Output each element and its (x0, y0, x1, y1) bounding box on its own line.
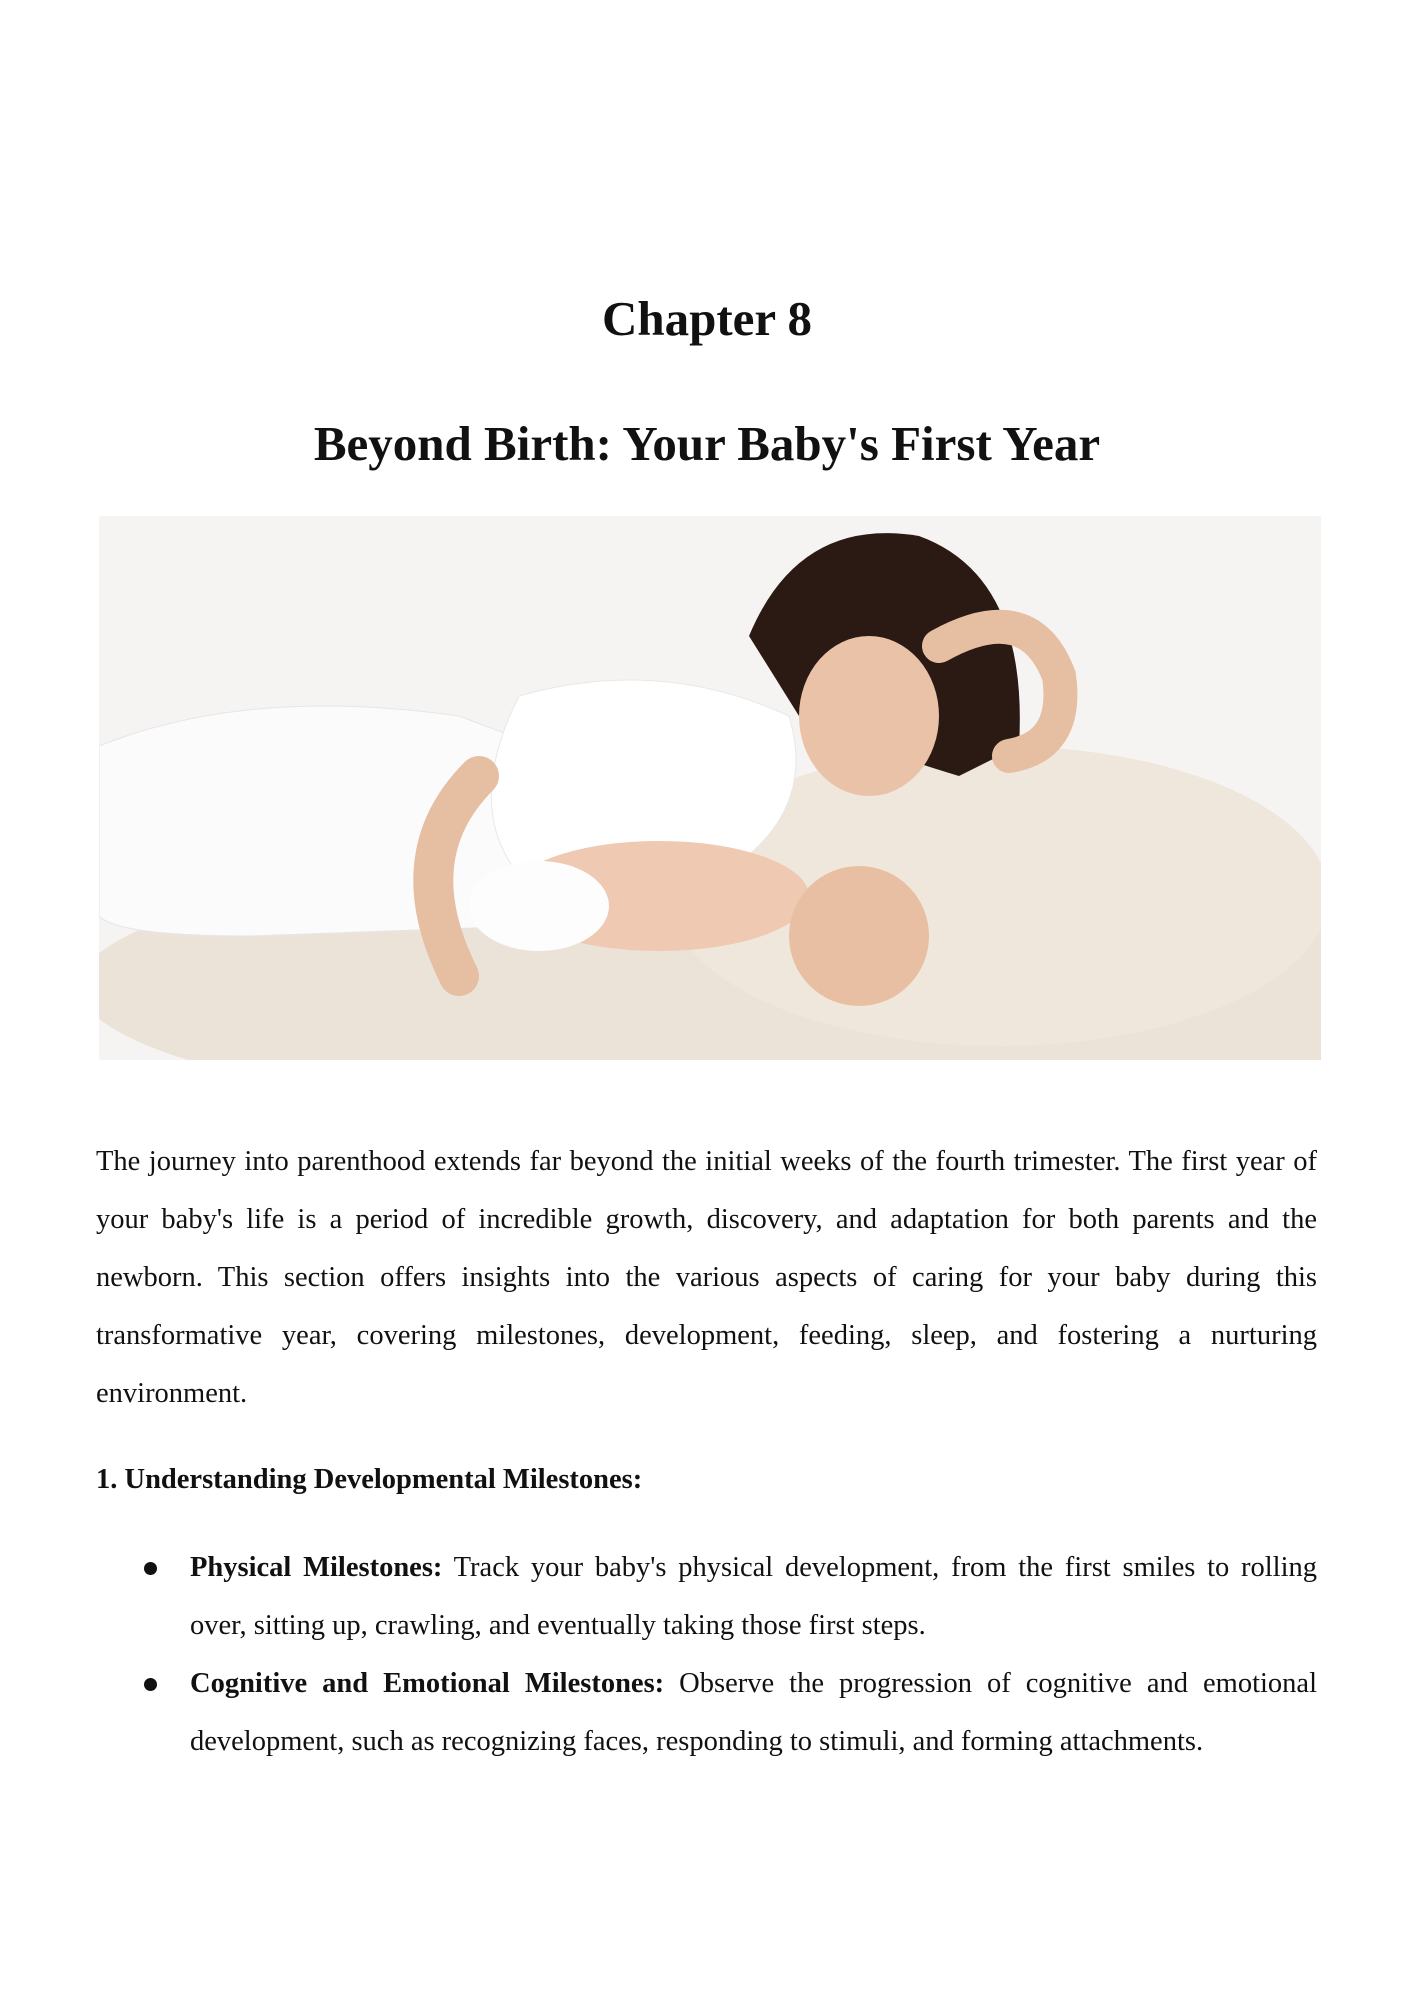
list-item (96, 1655, 1317, 1771)
chapter-title: Beyond Birth: Your Baby's First Year (313, 416, 1101, 471)
bullet-term: Cognitive and Emotional Milestones: (190, 1668, 665, 1699)
bullet-icon (144, 1678, 157, 1691)
mother-baby-photo (99, 516, 1321, 1060)
bullet-icon (144, 1562, 157, 1575)
bullet-text: Track your baby's physical development, from the first smiles to rolling over, sitting up, crawling, and eventually taking those first steps. (190, 1552, 1318, 1641)
section-heading: 1. Understanding Developmental Milestones: (96, 1464, 643, 1495)
milestone-list (96, 1539, 1317, 1771)
bullet-text: Observe the progression of cognitive and emotional development, such as recognizing faces, responding to stimuli, and forming attachments. (190, 1668, 1317, 1757)
list-item (96, 1539, 1317, 1655)
chapter-label: Chapter 8 (601, 291, 813, 346)
bullet-term: Physical Milestones: (190, 1552, 443, 1583)
intro-paragraph: The journey into parenthood extends far beyond the initial weeks of the fourth trimester. The first year of your baby's life is a period of incredible growth, discovery, and adaptation for both parents and the newborn. This section offers insights into the various aspects of caring for your baby during this transformative year, covering milestones, development, feeding, sleep, and fostering a nurturing environment. (96, 1146, 1317, 1409)
